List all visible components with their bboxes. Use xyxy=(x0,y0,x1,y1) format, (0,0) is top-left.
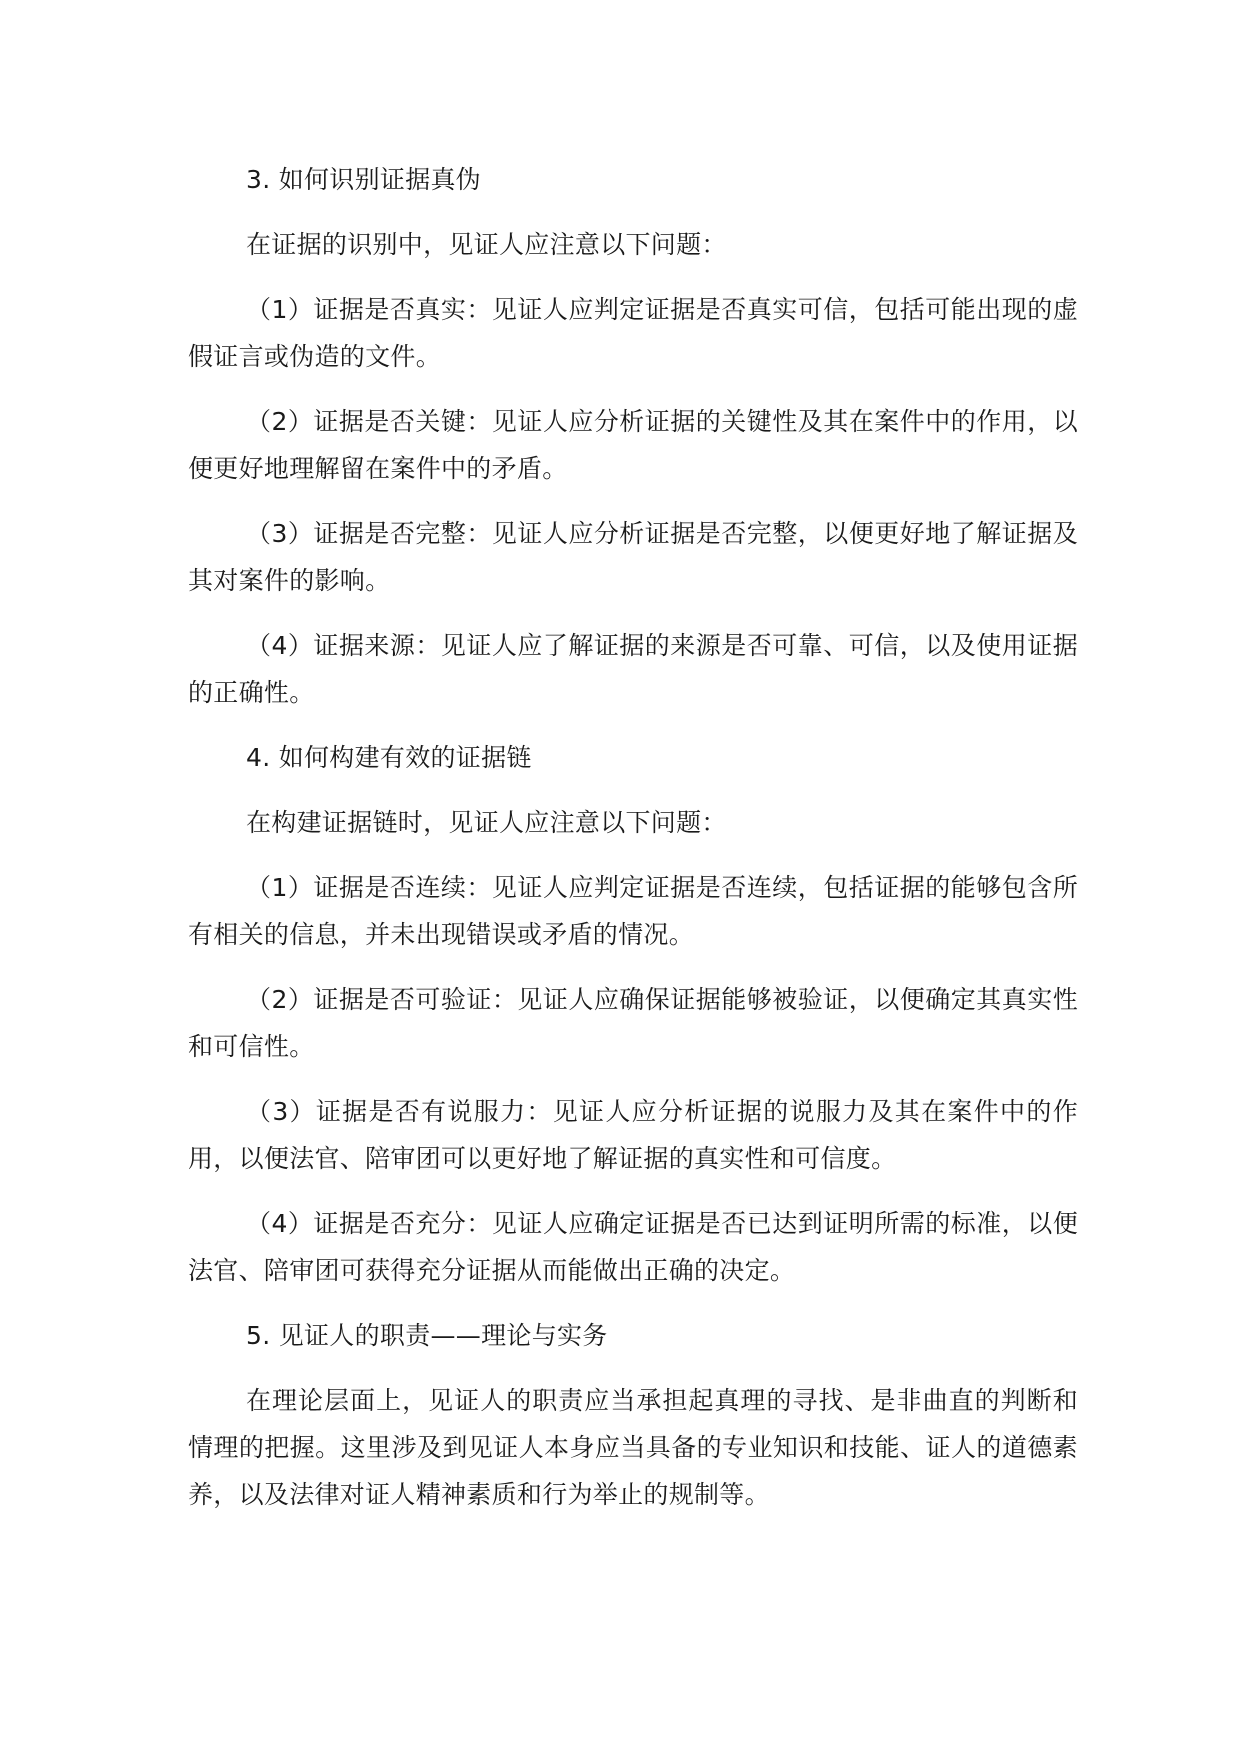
paragraph: （4）证据是否充分：见证人应确定证据是否已达到证明所需的标准，以便法官、陪审团可获得充分证据从而能做出正确的决定。 xyxy=(188,1209,1078,1285)
section-heading-5: 5. 见证人的职责——理论与实务 xyxy=(246,1321,608,1350)
paragraph: （1）证据是否连续：见证人应判定证据是否连续，包括证据的能够包含所有相关的信息，并未出现错误或矛盾的情况。 xyxy=(188,873,1078,949)
section-heading-4: 4. 如何构建有效的证据链 xyxy=(246,743,532,772)
paragraph: （4）证据来源：见证人应了解证据的来源是否可靠、可信，以及使用证据的正确性。 xyxy=(188,631,1078,707)
section-heading-3: 3. 如何识别证据真伪 xyxy=(246,165,482,194)
paragraph: （3）证据是否有说服力：见证人应分析证据的说服力及其在案件中的作用，以便法官、陪审团可以更好地了解证据的真实性和可信度。 xyxy=(188,1097,1078,1173)
paragraph: 在构建证据链时，见证人应注意以下问题： xyxy=(246,808,727,837)
paragraph: 在理论层面上，见证人的职责应当承担起真理的寻找、是非曲直的判断和情理的把握。这里涉及到见证人本身应当具备的专业知识和技能、证人的道德素养，以及法律对证人精神素质和行为举止的规制等。 xyxy=(188,1386,1078,1509)
paragraph: （3）证据是否完整：见证人应分析证据是否完整，以便更好地了解证据及其对案件的影响。 xyxy=(188,519,1078,595)
paragraph: （1）证据是否真实：见证人应判定证据是否真实可信，包括可能出现的虚假证言或伪造的文件。 xyxy=(188,295,1078,371)
paragraph: （2）证据是否关键：见证人应分析证据的关键性及其在案件中的作用，以便更好地理解留在案件中的矛盾。 xyxy=(188,407,1078,483)
document-body xyxy=(188,156,1078,1536)
paragraph: 在证据的识别中，见证人应注意以下问题： xyxy=(246,230,727,259)
paragraph: （2）证据是否可验证：见证人应确保证据能够被验证，以便确定其真实性和可信性。 xyxy=(188,985,1078,1061)
